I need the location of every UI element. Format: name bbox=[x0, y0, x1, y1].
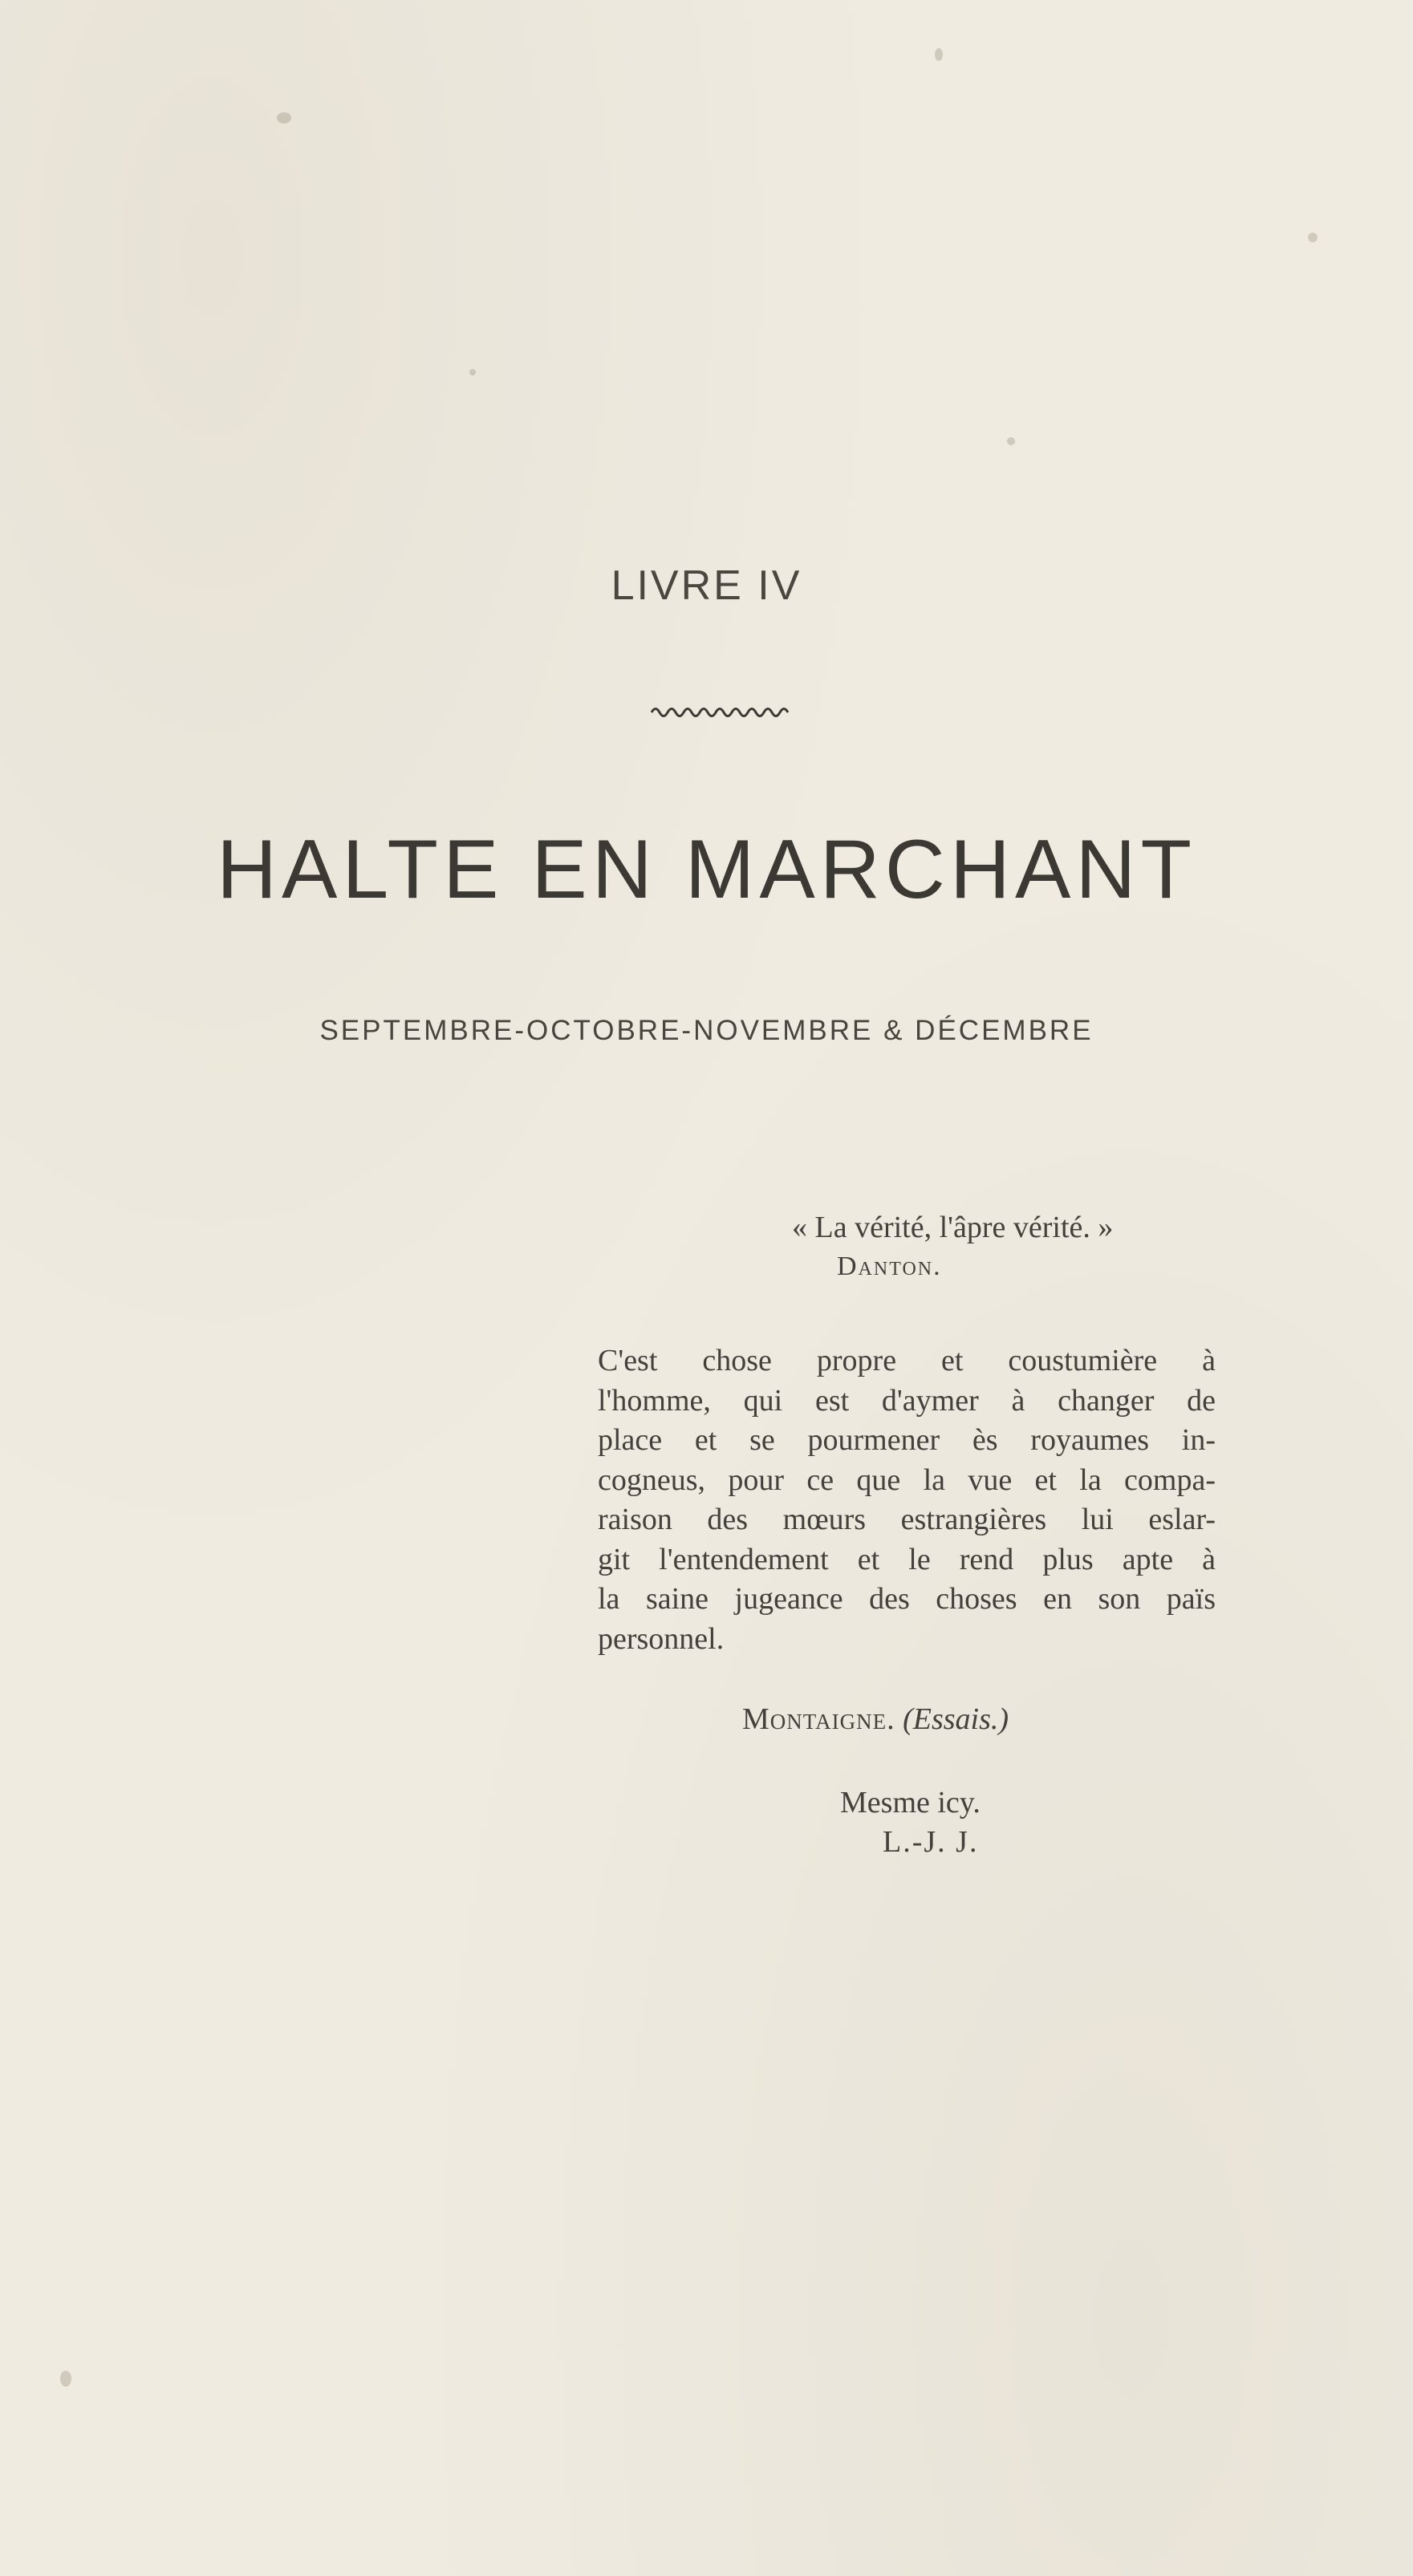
paper-speck bbox=[60, 2371, 71, 2387]
paper-speck bbox=[935, 48, 943, 61]
passage-line: la saine jugeance des choses en son païs bbox=[598, 1582, 1216, 1616]
passage-line: C'est chose propre et coustumière à bbox=[598, 1344, 1216, 1377]
closing-line: Mesme icy. bbox=[840, 1786, 981, 1819]
passage-work-title: (Essais.) bbox=[903, 1702, 1009, 1736]
passage-author-name: Montaigne. bbox=[742, 1702, 895, 1736]
paper-speck bbox=[1007, 437, 1015, 445]
paper-speck bbox=[1308, 233, 1318, 242]
chapter-title: HALTE EN MARCHANT bbox=[216, 823, 1197, 916]
closing-signature: L.-J. J. bbox=[883, 1825, 979, 1859]
paper-speck bbox=[469, 369, 476, 375]
passage-line: raison des mœurs estrangières lui eslar- bbox=[598, 1503, 1216, 1536]
paper-speck bbox=[277, 112, 291, 124]
passage-line: git l'entendement et le rend plus apte à bbox=[598, 1542, 1216, 1576]
passage-line: place et se pourmener ès royaumes in- bbox=[598, 1423, 1216, 1457]
passage-line: personnel. bbox=[598, 1621, 725, 1656]
months-subtitle: SEPTEMBRE-OCTOBRE-NOVEMBRE & DÉCEMBRE bbox=[319, 1015, 1094, 1046]
book-label: LIVRE IV bbox=[611, 562, 802, 609]
epigraph-author: Danton. bbox=[837, 1251, 942, 1281]
epigraph-quote: « La vérité, l'âpre vérité. » bbox=[792, 1211, 1114, 1244]
passage-attribution bbox=[742, 1702, 1009, 1737]
passage-line: l'homme, qui est d'aymer à changer de bbox=[598, 1383, 1216, 1418]
ornament-divider bbox=[650, 703, 794, 722]
passage-line: cogneus, pour ce que la vue et la compa- bbox=[598, 1462, 1216, 1497]
montaigne-passage bbox=[598, 1341, 1216, 1659]
